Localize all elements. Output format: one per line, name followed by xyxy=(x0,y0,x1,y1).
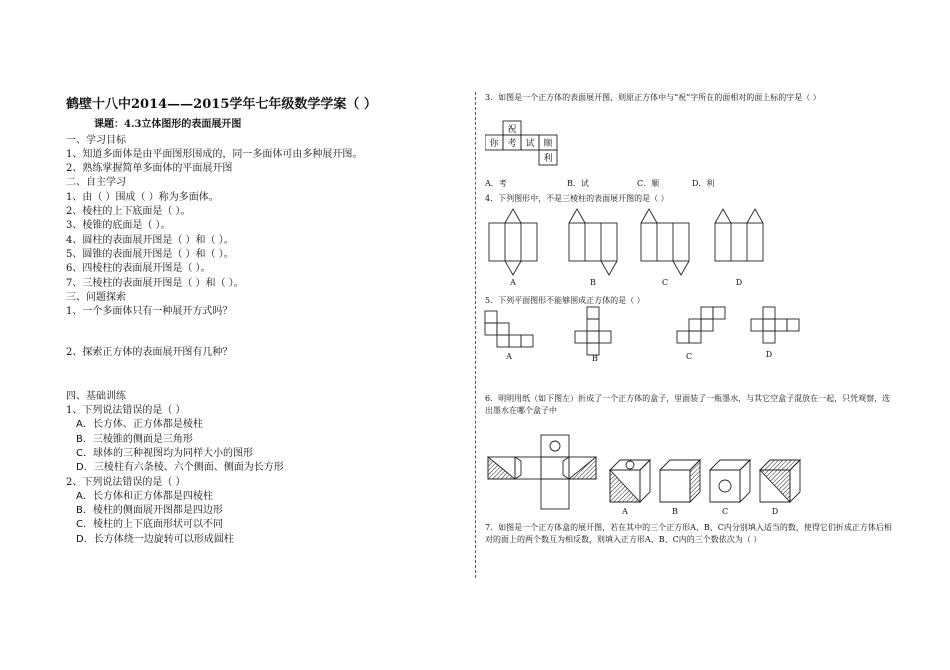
question-3: 3．如图是一个正方体的表面展开图，则原正方体中与“祝”字所在的面相对的面上标的字是（ ） xyxy=(485,93,821,102)
text-line: 2、探索正方体的表面展开图有几种？ xyxy=(66,347,233,359)
figure-label: B xyxy=(590,278,596,287)
figure-label: A xyxy=(506,352,512,361)
q5-cube-nets xyxy=(483,305,813,365)
figure-label: B xyxy=(592,354,598,363)
figure-label: D xyxy=(735,278,743,287)
net-char: 考 xyxy=(507,139,517,149)
page-title: 鹤壁十八中2014——2015学年七年级数学学案（ ） xyxy=(66,97,377,112)
right-column xyxy=(485,92,905,104)
option-d: D．利 xyxy=(692,179,715,188)
question-2: 2、下列说法错误的是（ ） xyxy=(66,476,186,488)
text-line: 三、问题探索 xyxy=(66,291,126,303)
option-a: A．长方体、正方体都是棱柱 xyxy=(76,419,203,431)
q3-options xyxy=(485,178,765,190)
q4-prism-nets xyxy=(483,205,783,290)
text-line: 6、四棱柱的表面展开图是（ ）。 xyxy=(66,263,211,275)
text-line: 2、棱柱的上下底面是（ ）。 xyxy=(66,206,191,218)
text-line: 一、学习目标 xyxy=(66,134,126,146)
figure-label: D xyxy=(771,507,779,516)
text-line: 二、自主学习 xyxy=(66,177,126,189)
q3-cube-net xyxy=(485,120,575,168)
question-7: 7．如图是一个正方体盒的展开图，若在其中的三个正方形A、B、C内分别填入适当的数，使得它们折成正方体后相对的面上的两个数互为相反数，则填入正方形A、B、C内的三个数依次为（ ） xyxy=(485,523,892,544)
option-c: C．球体的三种视图均为同样大小的图形 xyxy=(76,447,253,459)
text-line: 4、圆柱的表面展开图是（ ）和（ ）。 xyxy=(66,234,234,246)
text-line: 1、由（ ）围成（ ）称为多面体。 xyxy=(66,191,219,203)
option-b: B．试 xyxy=(567,179,589,188)
text-line: 7、三棱柱的表面展开图是（ ）和（ ）。 xyxy=(66,277,244,289)
option-b: B．三棱锥的侧面是三角形 xyxy=(76,433,193,445)
question-4: 4．下列图形中，不是三棱柱的表面展开图的是（ ） xyxy=(485,194,669,203)
net-char: 利 xyxy=(543,154,553,164)
option-c: C．棱柱的上下底面形状可以不同 xyxy=(76,519,223,531)
figure-label: C xyxy=(685,352,693,361)
figure-label: B xyxy=(672,507,678,516)
figure-label: A xyxy=(622,507,628,516)
q6-box-figures xyxy=(486,430,816,520)
option-d: D．长方体绕一边旋转可以形成圆柱 xyxy=(76,533,234,545)
net-char: 试 xyxy=(525,139,535,149)
text-line: 5、圆锥的表面展开图是（ ）和（ ）。 xyxy=(66,248,234,260)
figure-label: A xyxy=(510,278,516,287)
option-a: A．考 xyxy=(485,179,507,188)
figure-label: C xyxy=(721,507,729,516)
question-5: 5．下列平面图形不能够围成正方体的是（ ） xyxy=(485,296,645,305)
column-divider xyxy=(475,92,476,578)
text-line: 3、棱锥的底面是（ ）。 xyxy=(66,220,171,232)
text-line: 2、熟练掌握简单多面体的平面展开图 xyxy=(66,163,233,175)
text-line: 1、知道多面体是由平面图形围成的，同一多面体可由多种展开图。 xyxy=(66,148,363,160)
left-column xyxy=(66,98,466,547)
option-a: A．长方体和正方体都是四棱柱 xyxy=(76,490,213,502)
text-line: 1、一个多面体只有一种展开方式吗？ xyxy=(66,306,233,318)
net-char: 祝 xyxy=(507,125,517,135)
net-char: 顺 xyxy=(543,139,553,149)
section-heading: 四、基础训练 xyxy=(66,390,126,402)
option-b: B．棱柱的侧面展开图都是四边形 xyxy=(76,505,223,517)
option-c: C．顺 xyxy=(637,179,660,188)
question-1: 1、下列说法错误的是（ ） xyxy=(66,405,186,417)
figure-label: C xyxy=(661,278,669,287)
figure-label: D xyxy=(765,350,773,359)
question-6: 6．明明用纸（如下图左）折成了一个正方体的盒子，里面装了一瓶墨水，与其它空盒子混放在一起，只凭观察，选出墨水在哪个盒子中 xyxy=(485,394,891,415)
option-d: D．三棱柱有六条棱、六个侧面、侧面为长方形 xyxy=(76,462,284,474)
lesson-subtitle: 课题：4.3立体图形的表面展开图 xyxy=(94,119,242,131)
net-char: 你 xyxy=(489,139,499,149)
